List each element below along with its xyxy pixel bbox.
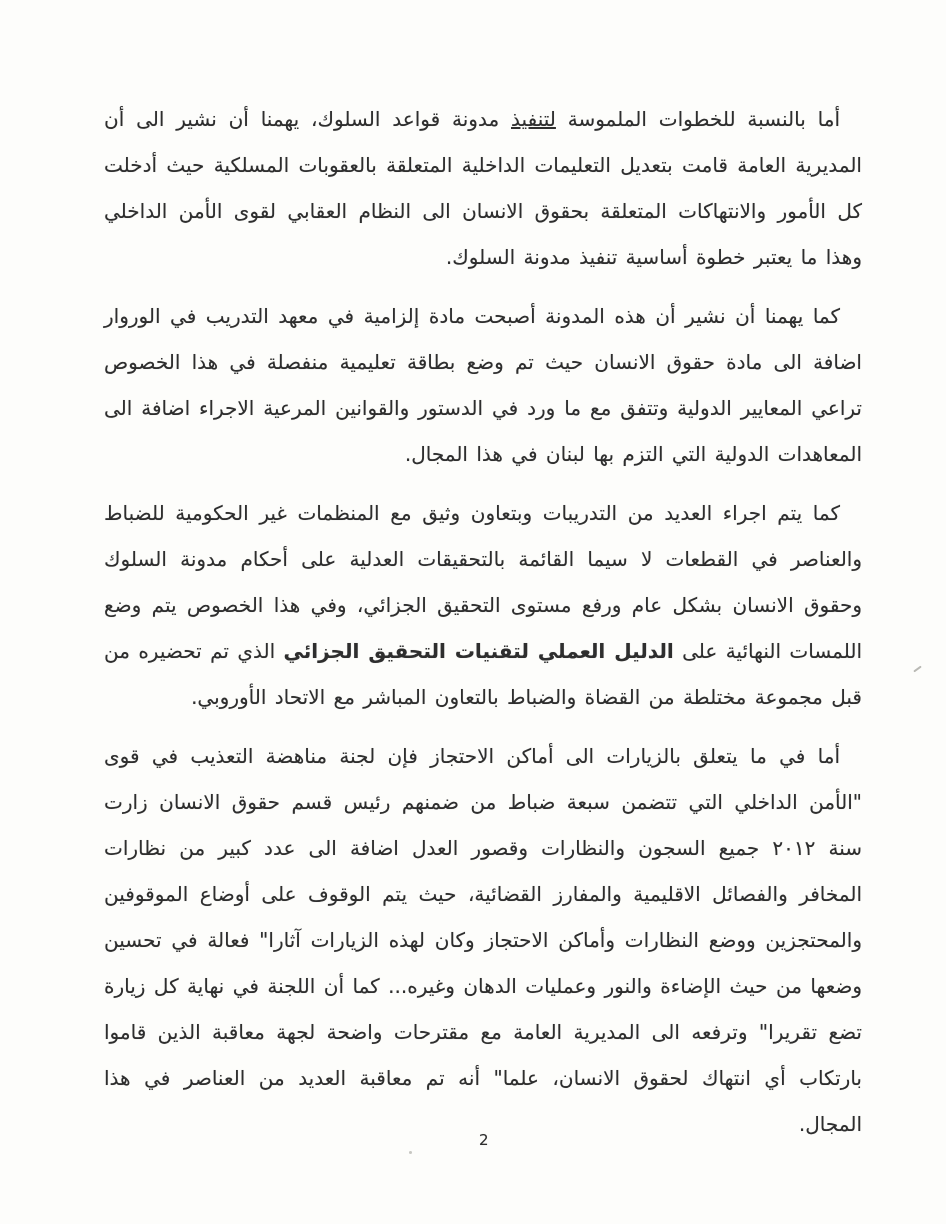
text-run: كما يهمنا أن نشير أن هذه المدونة أصبحت مادة إلزامية في معهد التدريب في الوروار اضافة الى مادة حقوق الانسان حيث تم وضع بطاقة تعليمية منفصلة في هذا الخصوص تراعي المعايير الدولية وتتفق مع ما ورد في الدستور والقوانين المرعية الاجراء اضافة الى المعاهدات الدولية التي التزم بها لبنان في هذا المجال. (104, 304, 862, 466)
text-run: مدونة قواعد السلوك، يهمنا أن نشير الى أن المديرية العامة قامت بتعديل التعليمات الداخلية المتعلقة بالعقوبات المسلكية حيث أدخلت كل الأمور والانتهاكات المتعلقة بحقوق الانسان الى النظام العقابي لقوى الأمن الداخلي وهذا ما يعتبر خطوة أساسية تنفيذ مدونة السلوك. (104, 107, 862, 269)
document-body (104, 96, 862, 1160)
page-number: 2 (479, 1131, 489, 1149)
text-run-underline: لتنفيذ (511, 107, 556, 131)
paragraph (104, 733, 862, 1147)
text-run-bold: الدليل العملي لتقنيات التحقيق الجزائي (283, 639, 674, 663)
text-run: الذي تم تحضيره من قبل مجموعة مختلطة من القضاة والضباط بالتعاون المباشر مع الاتحاد الأوروبي. (104, 639, 862, 709)
paragraph (104, 293, 862, 477)
paragraph (104, 96, 862, 280)
paragraph (104, 490, 862, 720)
scan-speck (913, 666, 922, 673)
text-run: كما يتم اجراء العديد من التدريبات وبتعاون وثيق مع المنظمات غير الحكومية للضباط والعناصر في القطعات لا سيما القائمة بالتحقيقات العدلية على أحكام مدونة السلوك وحقوق الانسان بشكل عام ورفع مستوى التحقيق الجزائي، وفي هذا الخصوص يتم وضع اللمسات النهائية على (104, 501, 863, 663)
text-run: أما في ما يتعلق بالزيارات الى أماكن الاحتجاز فإن لجنة مناهضة التعذيب في قوى "الأمن الداخلي التي تتضمن سبعة ضباط من ضمنهم رئيس قسم حقوق الانسان زارت سنة ٢٠١٢ جميع السجون والنظارات وقصور العدل اضافة الى عدد كبير من نظارات المخافر والفصائل الاقليمية والمفارز القضائية، حيث يتم الوقوف على أوضاع الموقوفين والمحتجزين ووضع النظارات وأماكن الاحتجاز وكان لهذه الزيارات آثارا" فعالة في تحسين وضعها من حيث الإضاءة والنور وعمليات الدهان وغيره... كما أن اللجنة في نهاية كل زيارة تضع تقريرا" وترفعه الى المديرية العامة مع مقترحات واضحة لجهة معاقبة الذين قاموا بارتكاب أي انتهاك لحقوق الانسان، علما" أنه تم معاقبة العديد من العناصر في هذا المجال. (104, 744, 862, 1136)
text-run: أما بالنسبة للخطوات الملموسة (555, 107, 841, 131)
scan-speck (409, 1151, 412, 1154)
